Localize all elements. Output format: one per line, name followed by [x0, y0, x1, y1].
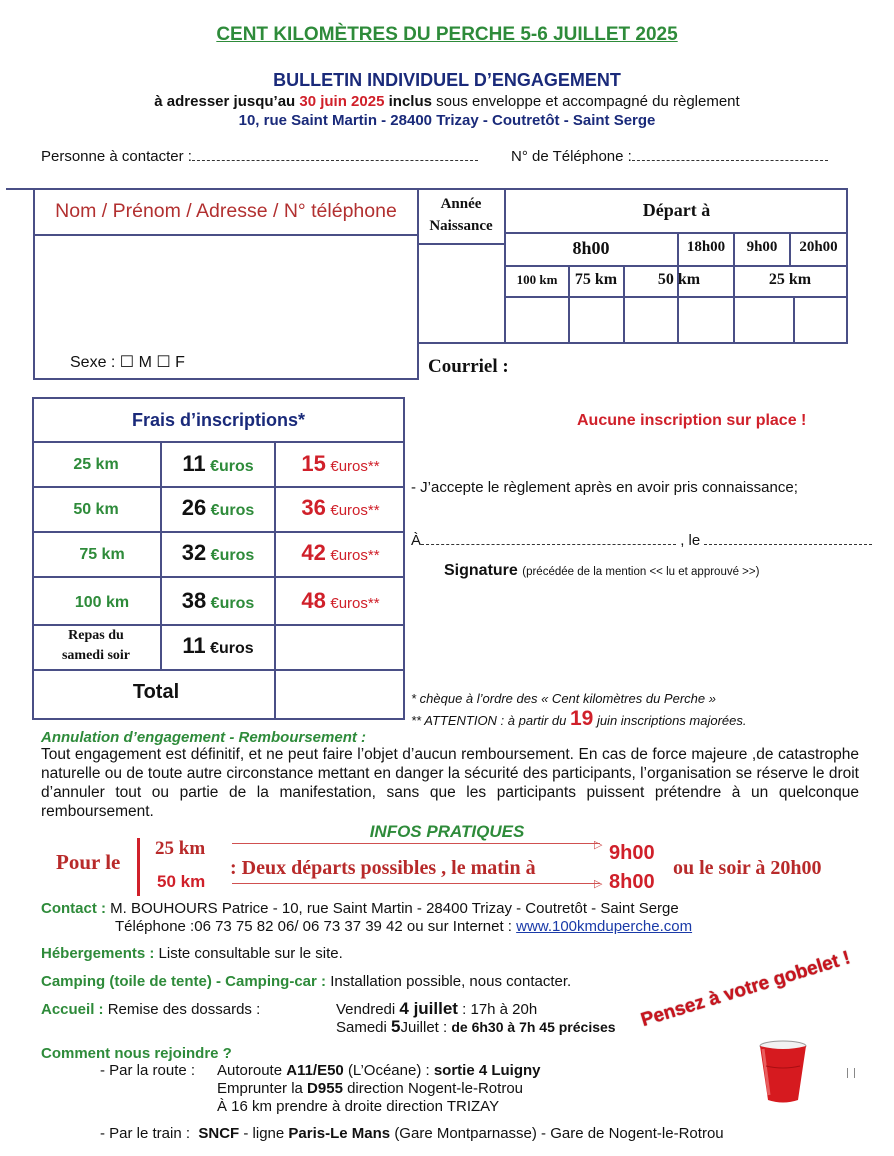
fees-v2 [274, 441, 276, 720]
contact-person-field[interactable]: Personne à contacter : [41, 148, 478, 165]
dist-25: 25 km [768, 271, 812, 288]
depart-title: Départ à [642, 200, 711, 220]
gobelet-slogan: Pensez à votre gobelet ! [638, 947, 853, 1032]
time-18h00: 18h00 [686, 239, 726, 255]
sexe-field[interactable]: Sexe : ☐ M ☐ F [70, 354, 185, 371]
fee-price-75: 32 €uros [181, 540, 255, 565]
km25-label: 25 km [155, 838, 206, 859]
time-9h00: 9h00 [746, 239, 778, 255]
dist-50: 50 km [657, 271, 701, 288]
fee-price-25: 11 €uros [182, 451, 254, 476]
identity-input[interactable] [36, 238, 416, 338]
camping: Camping (toile de tente) - Camping-car : Installation possible, nous contacter. [41, 973, 572, 990]
repas-label: Repas du samedi soir [61, 628, 131, 663]
repas-checkbox[interactable] [277, 627, 403, 667]
fees-h2 [32, 531, 405, 533]
identity-header-divider [33, 234, 419, 236]
event-title: CENT KILOMÈTRES DU PERCHE 5-6 JUILLET 2025 [216, 24, 678, 45]
small-mark [847, 1068, 855, 1078]
checkbox-25-20h[interactable] [795, 299, 846, 342]
annulation-text: Tout engagement est définitif, et ne peut faire l’objet d’aucun remboursement. En cas de force majeure ,de catastrophe naturelle ou de toute autre circonstance mettant en danger la sécurité des participants, l’organisation se réserve le droit d’annuler tout ou partie de la manifestation, sans que les participants puissent prétendre à un quelconque remboursement. [41, 746, 859, 820]
checkbox-25-9h[interactable] [735, 299, 792, 342]
repas-price: 11 €uros [182, 633, 254, 658]
arrow-bottom [232, 883, 600, 884]
courriel-field[interactable]: Courriel : [428, 356, 509, 377]
dist-100: 100 km [516, 272, 558, 287]
fee-late-100: 48 €uros** [301, 588, 380, 613]
top-rule [6, 188, 36, 190]
checkbox-100[interactable] [507, 299, 567, 342]
fee-price-50: 26 €uros [181, 495, 255, 520]
route-line3: À 16 km prendre à droite direction TRIZAY [217, 1098, 500, 1115]
time-20h00: 20h00 [799, 239, 838, 255]
rejoindre-title: Comment nous rejoindre ? [41, 1045, 232, 1062]
total-input[interactable] [277, 672, 403, 718]
fee-label-50: 50 km [73, 501, 119, 518]
deadline-line: à adresser jusqu’au 30 juin 2025 inclus sous enveloppe et accompagné du règlement [154, 93, 740, 110]
contact-phone: Téléphone :06 73 75 82 06/ 06 73 37 39 42 ou sur Internet : www.100kmduperche.com [115, 918, 693, 935]
fees-h1 [32, 486, 405, 488]
annee-header-line [417, 243, 505, 245]
route-line1: Autoroute A11/E50 (L’Océane) : sortie 4 Luigny [217, 1062, 541, 1079]
accueil-vendredi: Vendredi 4 juillet : 17h à 20h [336, 999, 538, 1018]
postal-address: 10, rue Saint Martin - 28400 Trizay - Coutretôt - Saint Serge [238, 112, 656, 129]
no-onsite-registration: Aucune inscription sur place ! [577, 412, 807, 429]
fee-label-25: 25 km [73, 456, 119, 473]
fee-label-100: 100 km [74, 594, 130, 611]
fees-h0 [32, 441, 405, 443]
cheque-note: * chèque à l’ordre des « Cent kilomètres du Perche » [411, 691, 716, 706]
fee-label-75: 75 km [79, 546, 125, 563]
pour-le: Pour le [56, 850, 121, 874]
form-title: BULLETIN INDIVIDUEL D’ENGAGEMENT [273, 70, 621, 90]
total-label: Total [132, 681, 180, 703]
annee-input[interactable] [419, 246, 503, 342]
route-line2: Emprunter la D955 direction Nogent-le-Rotrou [217, 1080, 523, 1097]
annee-label: Année Naissance [429, 196, 493, 234]
arrow-head-bottom: ▷ [594, 878, 603, 890]
dist-75: 75 km [574, 271, 618, 288]
place-date-field[interactable]: À , le [411, 532, 872, 549]
km50-label: 50 km [157, 872, 206, 891]
infos-title: INFOS PRATIQUES [369, 822, 525, 841]
accueil-samedi: Samedi 5Juillet : de 6h30 à 7h 45 précises [336, 1017, 616, 1036]
identity-header: Nom / Prénom / Adresse / N° téléphone [55, 200, 397, 222]
arrow-top [232, 843, 600, 844]
fees-h5 [32, 669, 405, 671]
soir-label: ou le soir à 20h00 [673, 857, 822, 879]
red-cup-icon [758, 1040, 808, 1109]
time-8h00-infos: 8h00 [609, 871, 655, 893]
contact-phone-field[interactable]: N° de Téléphone : [511, 148, 828, 165]
checkbox-50-8h[interactable] [625, 299, 676, 342]
fees-h3 [32, 576, 405, 578]
arrow-head-top: ▷ [594, 839, 603, 851]
fee-late-50: 36 €uros** [301, 495, 380, 520]
time-8h00: 8h00 [572, 238, 610, 258]
contact-block: Contact : M. BOUHOURS Patrice - 10, rue Saint Martin - 28400 Trizay - Coutretôt - Saint Serge [41, 900, 679, 917]
time-9h00-infos: 9h00 [609, 842, 655, 864]
annulation-title: Annulation d’engagement - Remboursement : [41, 729, 367, 746]
fee-late-25: 15 €uros** [301, 451, 380, 476]
fee-price-100: 38 €uros [181, 588, 255, 613]
website-link[interactable]: www.100kmduperche.com [516, 918, 693, 935]
checkbox-50-18h[interactable] [679, 299, 732, 342]
fees-title: Frais d’inscriptions* [131, 410, 306, 430]
accept-rules: - J’accepte le règlement après en avoir pris connaissance; [411, 479, 798, 496]
signature-label: Signature (précédée de la mention << lu et approuvé >>) [444, 562, 760, 579]
hebergements: Hébergements : Liste consultable sur le site. [41, 945, 343, 962]
checkbox-75[interactable] [570, 299, 622, 342]
deux-departs: : Deux départs possibles , le matin à [230, 857, 536, 879]
attention-note: ** ATTENTION : à partir du 19 juin inscriptions majorées. [411, 707, 747, 730]
accueil: Accueil : Remise des dossards : [41, 1001, 261, 1018]
red-bar [137, 838, 140, 896]
route-label: - Par la route : [100, 1062, 196, 1079]
train-line: - Par le train : SNCF - ligne Paris-Le Mans (Gare Montparnasse) - Gare de Nogent-le-Rotrou [100, 1125, 724, 1142]
fee-late-75: 42 €uros** [301, 540, 380, 565]
